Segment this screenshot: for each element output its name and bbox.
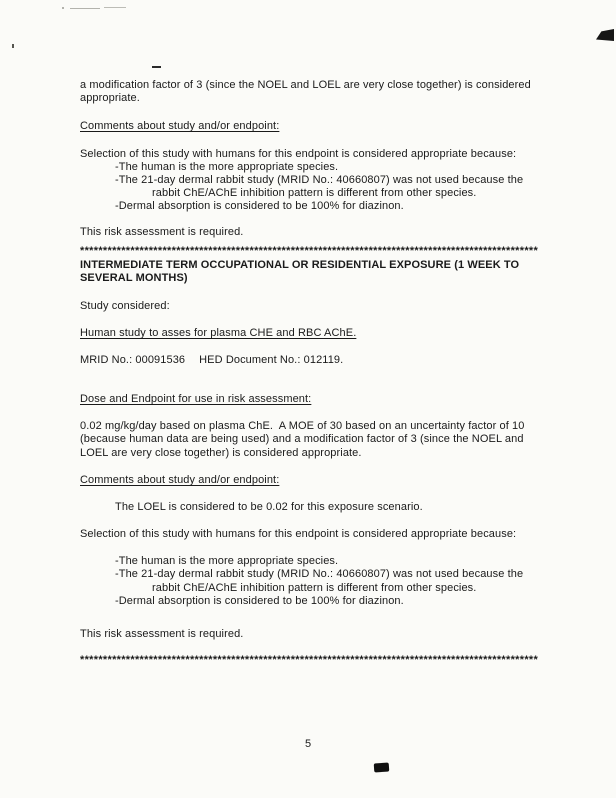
bullet-dermal-absorption-1: -Dermal absorption is considered to be 100% for diazinon. — [115, 200, 404, 212]
bullet-human-species-1: -The human is the more appropriate species. — [115, 161, 339, 173]
asterisk-separator-2: **************************************************************************************************** — [80, 654, 539, 666]
text-line: (because human data are being used) and a modification factor of 3 (since the NOEL and — [80, 433, 524, 446]
scan-artifact-top-left-dot — [62, 7, 64, 9]
scan-artifact-top-right-blob — [596, 29, 614, 41]
bullet-dermal-absorption-2: -Dermal absorption is considered to be 100% for diazinon. — [115, 595, 404, 607]
text-line: appropriate. — [80, 92, 140, 105]
text-line: LOEL are very close together) is considered appropriate. — [80, 446, 362, 459]
bullet-rabbit-study-1: -The 21-day dermal rabbit study (MRID No.: 40660807) was not used because the — [115, 174, 524, 186]
bullet-human-species-2: -The human is the more appropriate species. — [115, 555, 339, 567]
section-heading-intermediate-term — [80, 259, 519, 286]
paragraph-risk-assessment-required-2: This risk assessment is required. — [80, 628, 244, 640]
asterisk-separator-1: **************************************************************************************************** — [80, 245, 539, 257]
heading-human-study: Human study to asses for plasma CHE and RBC AChE. — [80, 327, 357, 339]
bullet-rabbit-study-1-continued: rabbit ChE/AChE inhibition pattern is different from other species. — [152, 187, 477, 199]
text-line: SEVERAL MONTHS) — [80, 272, 188, 285]
text-line: INTERMEDIATE TERM OCCUPATIONAL OR RESIDENTIAL EXPOSURE (1 WEEK TO — [80, 259, 520, 271]
hed-document-number: HED Document No.: 012119. — [199, 354, 344, 366]
paragraph-selection-2: Selection of this study with humans for this endpoint is considered appropriate because: — [80, 528, 517, 540]
heading-dose-and-endpoint: Dose and Endpoint for use in risk assessment: — [80, 393, 312, 405]
paragraph-mrid — [80, 354, 343, 367]
text-line: a modification factor of 3 (since the NOEL and LOEL are very close together) is considered — [80, 79, 531, 91]
heading-comments-about-study-1: Comments about study and/or endpoint: — [80, 120, 280, 132]
bullet-rabbit-study-2: -The 21-day dermal rabbit study (MRID No.: 40660807) was not used because the — [115, 568, 524, 580]
paragraph-modification-factor — [80, 79, 531, 106]
paragraph-selection-1: Selection of this study with humans for this endpoint is considered appropriate because: — [80, 148, 517, 160]
paragraph-loel: The LOEL is considered to be 0.02 for this exposure scenario. — [115, 501, 423, 513]
mrid-number: MRID No.: 00091536 — [80, 354, 186, 366]
bullet-rabbit-study-2-continued: rabbit ChE/AChE inhibition pattern is different from other species. — [152, 582, 477, 594]
paragraph-study-considered: Study considered: — [80, 300, 170, 312]
text-line: 0.02 mg/kg/day based on plasma ChE. A MOE of 30 based on an uncertainty factor of 10 — [80, 420, 525, 432]
paragraph-dose — [80, 420, 525, 460]
page-number: 5 — [304, 738, 312, 750]
document-body — [80, 0, 550, 798]
heading-comments-about-study-2: Comments about study and/or endpoint: — [80, 474, 280, 486]
paragraph-risk-assessment-required-1: This risk assessment is required. — [80, 226, 244, 238]
scan-artifact-left-margin-dot — [12, 44, 14, 48]
